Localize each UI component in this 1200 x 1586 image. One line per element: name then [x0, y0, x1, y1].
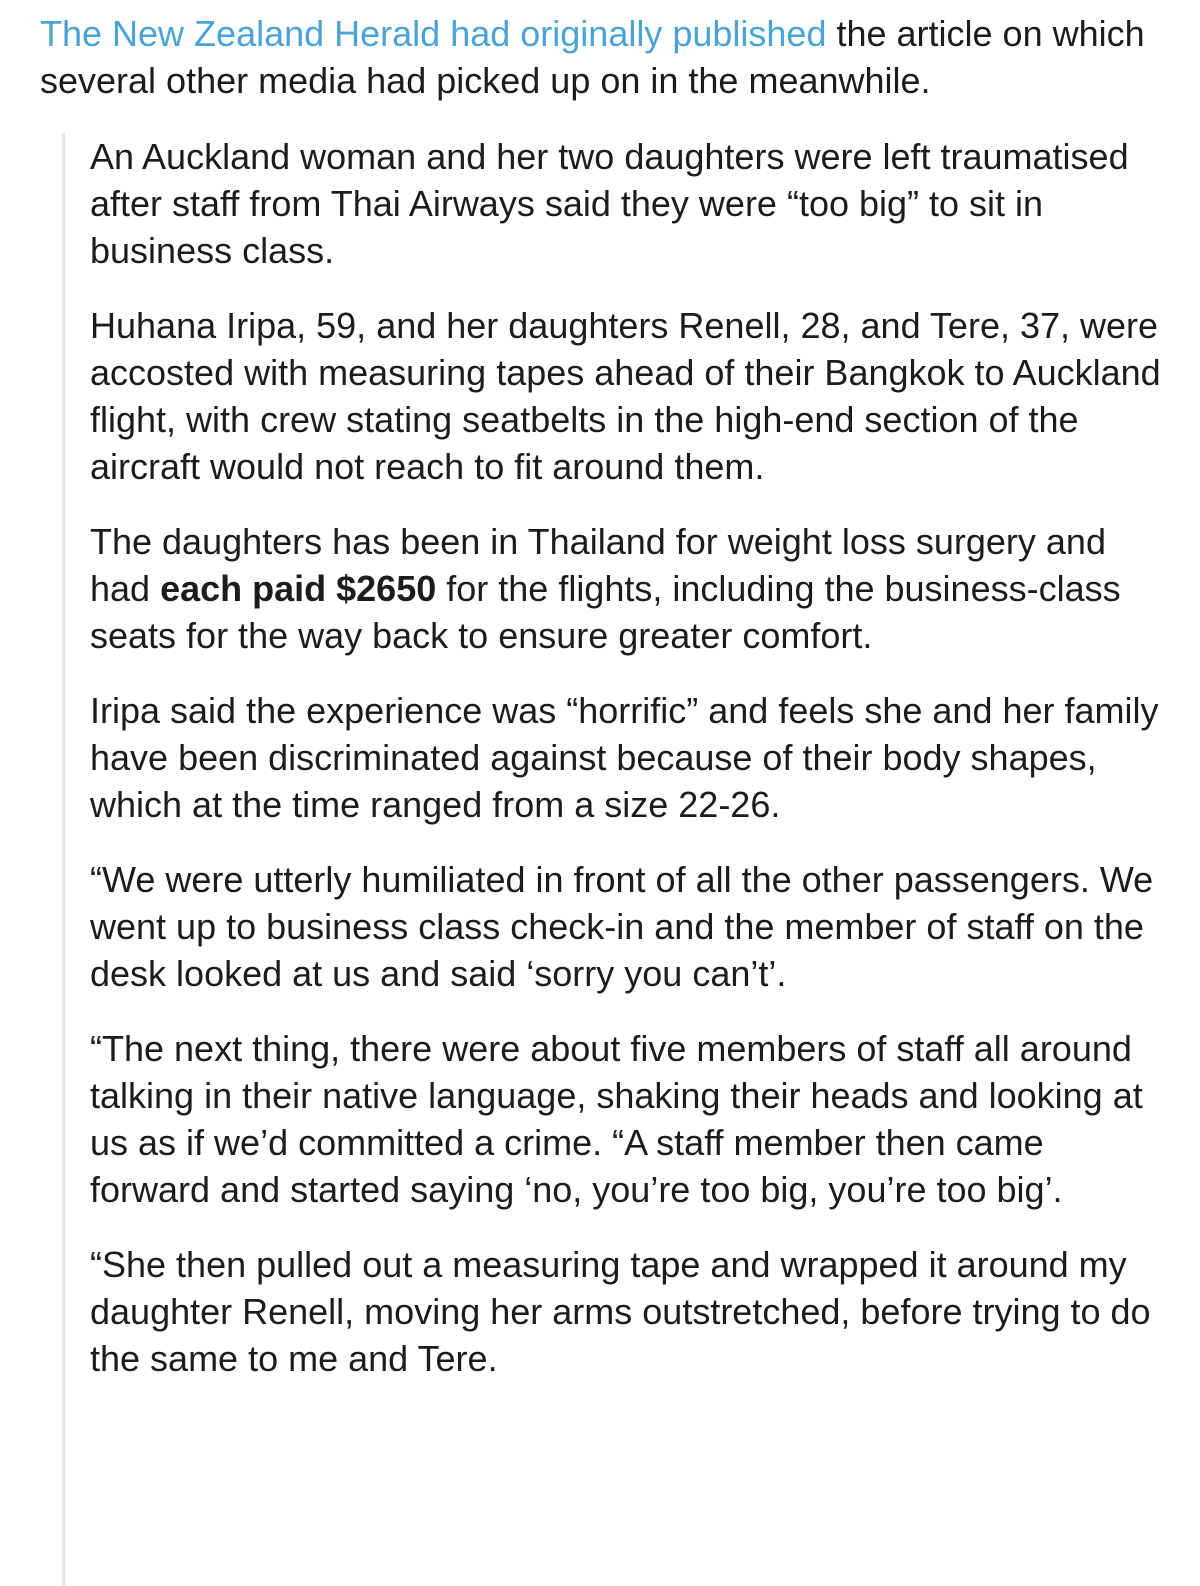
quote-paragraph-4: Iripa said the experience was “horrific” and feels she and her family have been discriminated against because of their body shapes, which at the time ranged from a size 22-26. — [90, 690, 1159, 825]
intro-text: the article on which several other media had picked up on in the meanwhile. — [40, 13, 1145, 101]
quote-paragraph-7: “She then pulled out a measuring tape and wrapped it around my daughter Renell, moving her arms outstretched, before trying to do the same to me and Tere. — [90, 1244, 1151, 1379]
quote-paragraph-2: Huhana Iripa, 59, and her daughters Renell, 28, and Tere, 37, were accosted with measuring tapes ahead of their Bangkok to Auckland flight, with crew stating seatbelts in the high-end section of the aircraft would not reach to fit around them. — [90, 305, 1161, 487]
quote-paragraph-3 — [90, 518, 1172, 659]
quote-paragraph-3-start: The daughters has been in Thailand for weight loss surgery and had — [90, 521, 1106, 609]
quote-paragraph-1: An Auckland woman and her two daughters were left traumatised after staff from Thai Airways said they were “too big” to sit in business class. — [90, 136, 1129, 271]
quote-paragraph-6: “The next thing, there were about five members of staff all around talking in their native language, shaking their heads and looking at us as if we’d committed a crime. “A staff member then came forward and started saying ‘no, you’re too big, you’re too big’. — [90, 1028, 1143, 1210]
article-blockquote — [62, 133, 1172, 1586]
quote-paragraph-5: “We were utterly humiliated in front of all the other passengers. We went up to business class check-in and the member of staff on the desk looked at us and said ‘sorry you can’t’. — [90, 859, 1154, 994]
intro-paragraph — [40, 10, 1180, 104]
price-highlight: each paid $2650 — [160, 568, 437, 609]
quote-paragraph-3-end: for the flights, including the business-class seats for the way back to ensure greater comfort. — [90, 568, 1121, 656]
source-link[interactable]: The New Zealand Herald had originally published — [40, 13, 827, 54]
